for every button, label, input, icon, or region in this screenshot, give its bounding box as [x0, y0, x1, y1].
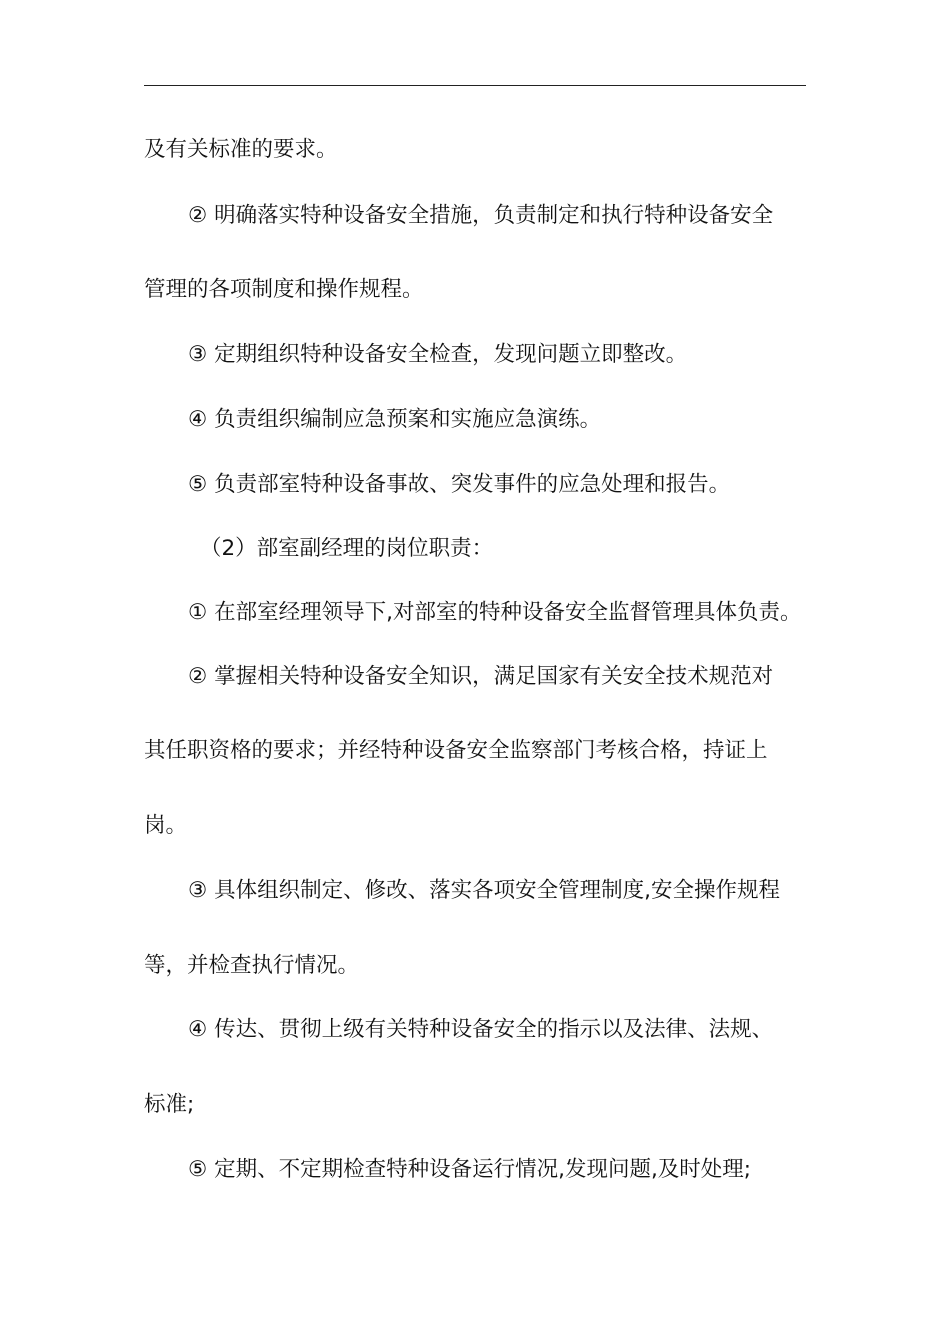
- text-line: ⑤ 负责部室特种设备事故、突发事件的应急处理和报告。: [188, 472, 731, 497]
- text-line: 其任职资格的要求；并经特种设备安全监察部门考核合格，持证上: [144, 738, 768, 763]
- text-line: 及有关标准的要求。: [144, 137, 338, 162]
- text-line: ③ 定期组织特种设备安全检查，发现问题立即整改。: [188, 342, 688, 367]
- section-heading: （2）部室副经理的岗位职责：: [200, 536, 494, 561]
- text-line: ② 明确落实特种设备安全措施，负责制定和执行特种设备安全: [188, 203, 774, 228]
- text-line: 管理的各项制度和操作规程。: [144, 277, 424, 302]
- text-line: 标准;: [144, 1092, 195, 1117]
- text-line: ③ 具体组织制定、修改、落实各项安全管理制度,安全操作规程: [188, 878, 780, 903]
- text-line: ④ 传达、贯彻上级有关特种设备安全的指示以及法律、法规、: [188, 1017, 774, 1042]
- text-line: 岗。: [144, 813, 188, 838]
- text-line: ① 在部室经理领导下,对部室的特种设备安全监督管理具体负责。: [188, 600, 802, 625]
- text-line: 等，并检查执行情况。: [144, 953, 360, 978]
- text-line: ⑤ 定期、不定期检查特种设备运行情况,发现问题,及时处理;: [188, 1157, 752, 1182]
- text-line: ② 掌握相关特种设备安全知识，满足国家有关安全技术规范对: [188, 664, 774, 689]
- header-rule: [144, 85, 806, 86]
- text-line: ④ 负责组织编制应急预案和实施应急演练。: [188, 407, 602, 432]
